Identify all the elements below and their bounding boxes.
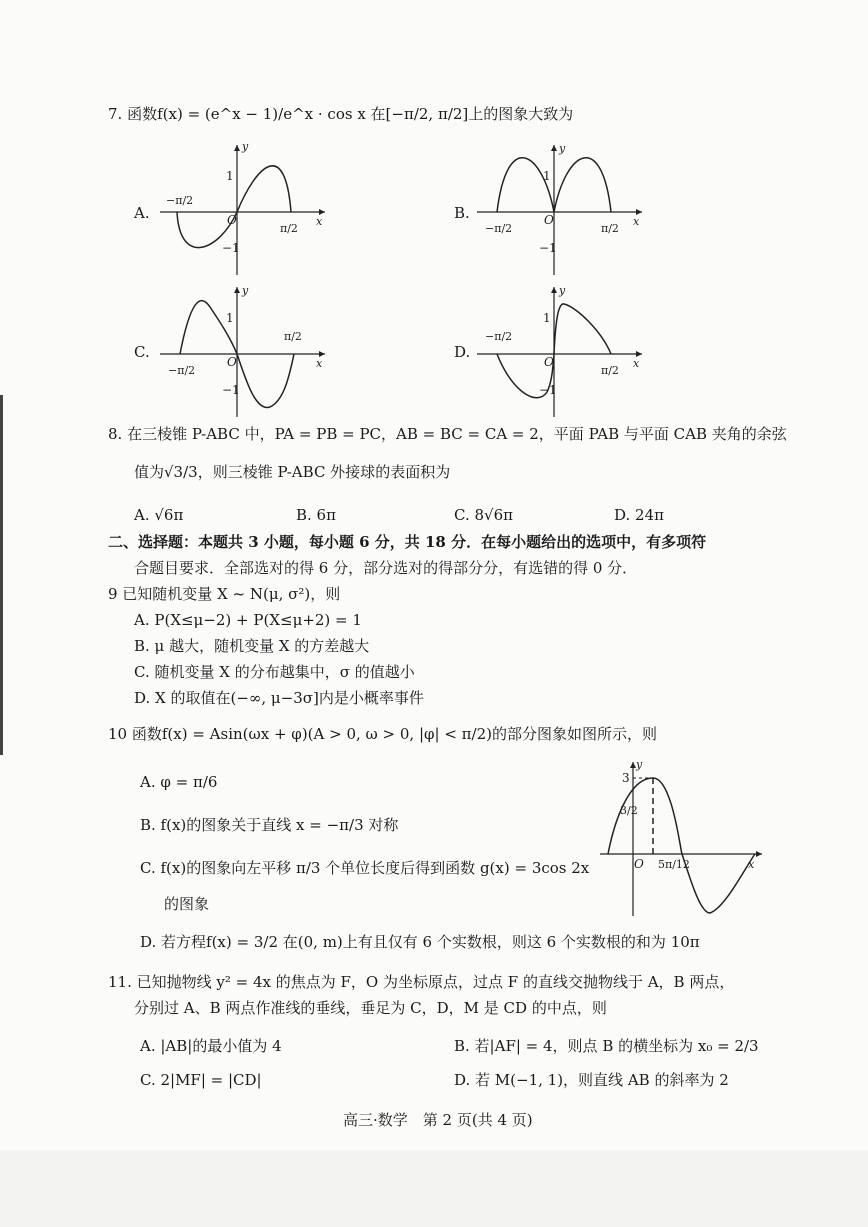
y-axis-label: y bbox=[242, 140, 249, 153]
q7-option-c-label: C. bbox=[134, 343, 150, 361]
origin-label: O bbox=[227, 355, 237, 369]
page-bottom-shade bbox=[0, 1150, 868, 1227]
q7-graph-a bbox=[160, 140, 330, 280]
q11-option-c: C. 2|MF| = |CD| bbox=[140, 1071, 262, 1089]
scan-edge-line bbox=[0, 395, 3, 755]
q9-option-c: C. 随机变量 X 的分布越集中，σ 的值越小 bbox=[134, 663, 415, 681]
q7-option-d-label: D. bbox=[454, 343, 471, 361]
q9-stem: 9 已知随机变量 X ~ N(μ, σ²)，则 bbox=[108, 585, 341, 603]
origin-label: O bbox=[634, 857, 644, 871]
tick-x-mark: 5π/12 bbox=[658, 858, 690, 871]
y-axis-label: y bbox=[559, 284, 566, 297]
q10-option-d: D. 若方程f(x) = 3/2 在(0, m)上有且仅有 6 个实数根，则这 6 个实数根的和为 10π bbox=[140, 933, 700, 951]
q7-option-b-label: B. bbox=[454, 204, 470, 222]
origin-label: O bbox=[227, 213, 237, 227]
q7-graph-c bbox=[160, 282, 330, 422]
tick-one: 1 bbox=[226, 311, 234, 325]
tick-y-half: 3/2 bbox=[620, 804, 638, 817]
tick-y-max: 3 bbox=[622, 771, 630, 785]
y-axis-label: y bbox=[559, 142, 566, 155]
tick-half-pi: π/2 bbox=[284, 330, 302, 343]
q10-option-c-line2: 的图象 bbox=[164, 895, 210, 913]
q8-line2: 值为√3/3，则三棱锥 P-ABC 外接球的表面积为 bbox=[134, 463, 451, 481]
q9-option-d: D. X 的取值在(−∞, μ−3σ]内是小概率事件 bbox=[134, 689, 424, 707]
x-axis-label: x bbox=[316, 215, 323, 228]
tick-neg-half-pi: −π/2 bbox=[485, 330, 513, 343]
tick-half-pi: π/2 bbox=[601, 364, 619, 377]
q8-option-c: C. 8√6π bbox=[454, 506, 513, 524]
y-axis-label: y bbox=[636, 758, 643, 771]
tick-minus-one: −1 bbox=[539, 241, 557, 255]
tick-neg-half-pi: −π/2 bbox=[166, 194, 194, 207]
q11-option-d: D. 若 M(−1, 1)，则直线 AB 的斜率为 2 bbox=[454, 1071, 729, 1089]
tick-minus-one: −1 bbox=[222, 241, 240, 255]
tick-minus-one: −1 bbox=[539, 383, 557, 397]
tick-one: 1 bbox=[543, 169, 551, 183]
page-footer: 高三·数学 第 2 页(共 4 页) bbox=[343, 1111, 533, 1129]
x-axis-label: x bbox=[316, 357, 323, 370]
tick-one: 1 bbox=[543, 311, 551, 325]
y-axis-label: y bbox=[242, 284, 249, 297]
tick-minus-one: −1 bbox=[222, 383, 240, 397]
q11-line1: 11. 已知抛物线 y² = 4x 的焦点为 F，O 为坐标原点，过点 F 的直线交抛物线于 A，B 两点， bbox=[108, 973, 735, 991]
tick-one: 1 bbox=[226, 169, 234, 183]
q10-graph bbox=[600, 758, 768, 918]
x-axis-label: x bbox=[748, 858, 755, 871]
q8-option-b: B. 6π bbox=[296, 506, 336, 524]
q11-line2: 分别过 A、B 两点作准线的垂线，垂足为 C，D，M 是 CD 的中点，则 bbox=[134, 999, 607, 1017]
q9-option-b: B. μ 越大，随机变量 X 的方差越大 bbox=[134, 637, 370, 655]
x-axis-label: x bbox=[633, 357, 640, 370]
q8-option-a: A. √6π bbox=[134, 506, 184, 524]
section2-line2: 合题目要求．全部选对的得 6 分，部分选对的得部分分，有选错的得 0 分． bbox=[134, 559, 638, 577]
q8-line1: 8. 在三棱锥 P-ABC 中，PA = PB = PC，AB = BC = CA = 2，平面 PAB 与平面 CAB 夹角的余弦 bbox=[108, 425, 787, 443]
section2-line1: 二、选择题：本题共 3 小题，每小题 6 分，共 18 分．在每小题给出的选项中，有多项符 bbox=[108, 533, 707, 551]
q10-option-b: B. f(x)的图象关于直线 x = −π/3 对称 bbox=[140, 816, 399, 834]
q7-stem: 7. 函数f(x) = (e^x − 1)/e^x · cos x 在[−π/2, π/2]上的图象大致为 bbox=[108, 105, 574, 123]
q10-stem: 10 函数f(x) = Asin(ωx + φ)(A > 0, ω > 0, |φ| < π/2)的部分图象如图所示，则 bbox=[108, 725, 657, 743]
q11-option-b: B. 若|AF| = 4，则点 B 的横坐标为 x₀ = 2/3 bbox=[454, 1037, 759, 1055]
x-axis-label: x bbox=[633, 215, 640, 228]
q10-option-c-line1: C. f(x)的图象向左平移 π/3 个单位长度后得到函数 g(x) = 3cos 2x bbox=[140, 859, 590, 877]
q11-option-a: A. |AB|的最小值为 4 bbox=[140, 1037, 282, 1055]
q7-option-a-label: A. bbox=[134, 204, 150, 222]
origin-label: O bbox=[544, 213, 554, 227]
origin-label: O bbox=[544, 355, 554, 369]
q8-option-d: D. 24π bbox=[614, 506, 664, 524]
q7-graph-d bbox=[477, 282, 647, 422]
q9-option-a: A. P(X≤μ−2) + P(X≤μ+2) = 1 bbox=[134, 611, 362, 629]
q10-option-a: A. φ = π/6 bbox=[140, 773, 218, 791]
tick-neg-half-pi: −π/2 bbox=[168, 364, 196, 377]
tick-half-pi: π/2 bbox=[601, 222, 619, 235]
q7-graph-b bbox=[477, 140, 647, 280]
tick-neg-half-pi: −π/2 bbox=[485, 222, 513, 235]
tick-half-pi: π/2 bbox=[280, 222, 298, 235]
